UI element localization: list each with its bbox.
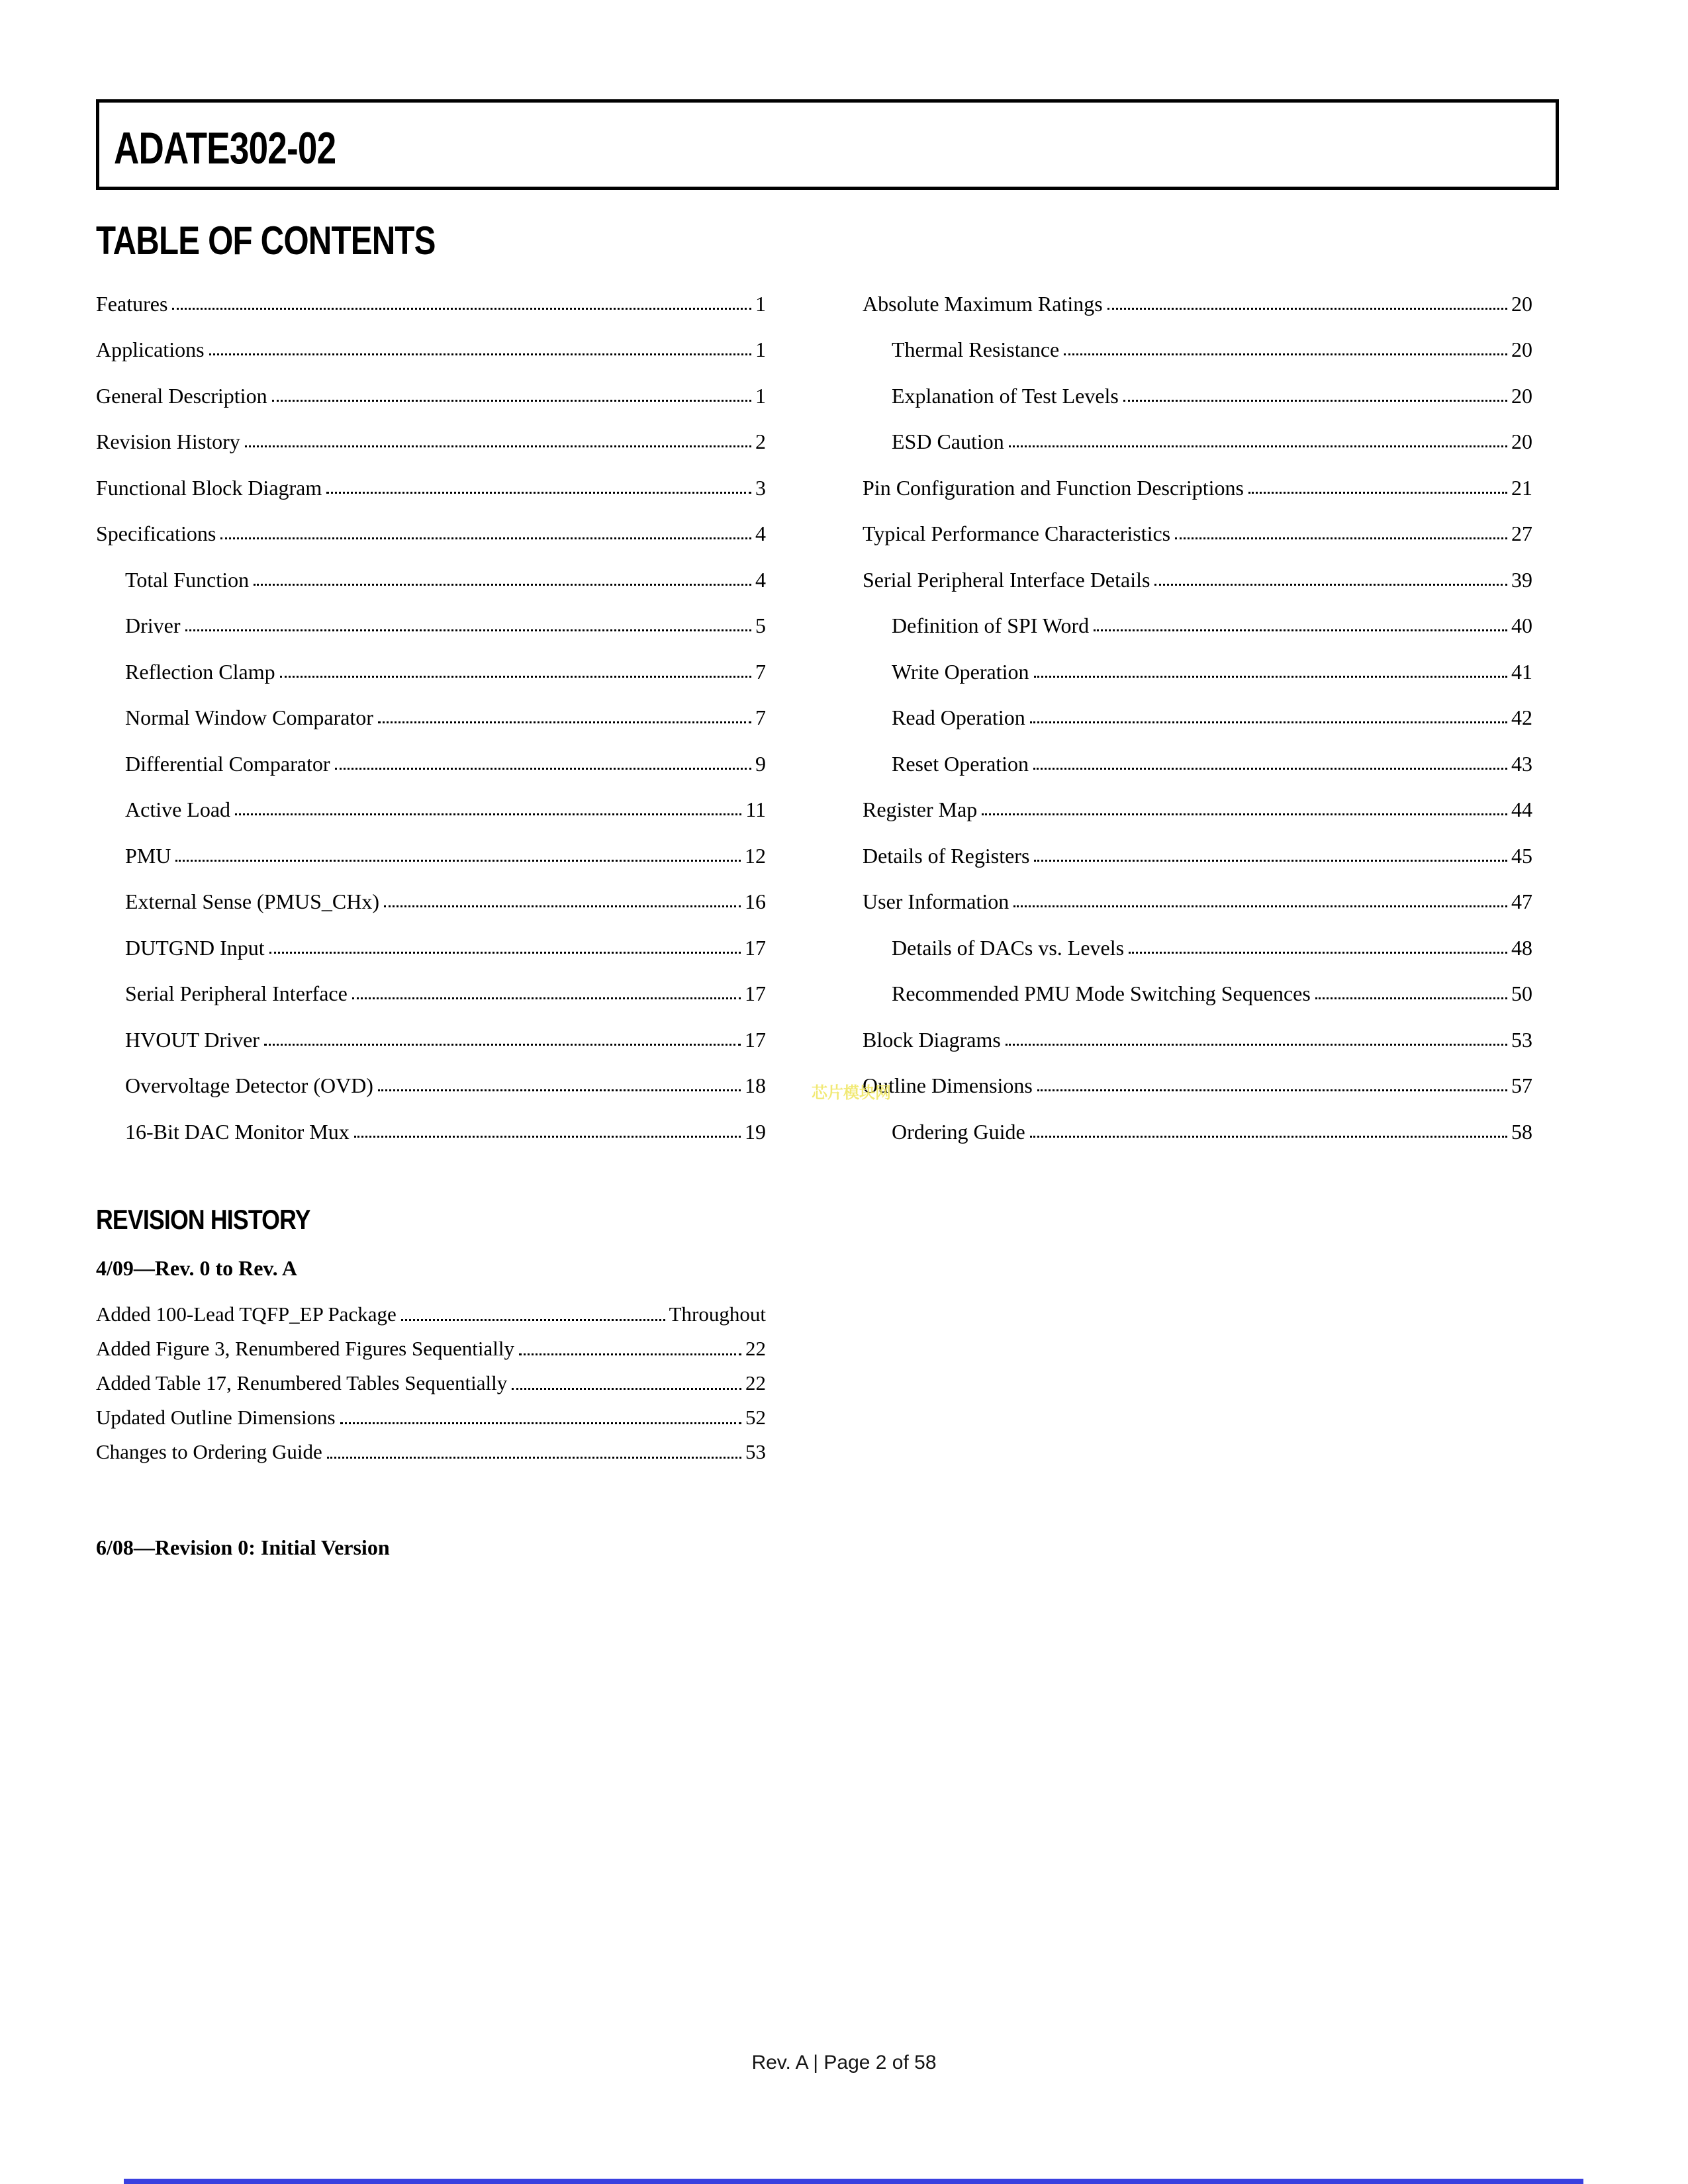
toc-entry-label: Reset Operation — [892, 751, 1029, 776]
dot-leader — [235, 813, 741, 815]
dot-leader — [378, 721, 751, 723]
toc-entry-page: 20 — [1511, 430, 1532, 453]
dot-leader — [354, 1136, 741, 1138]
toc-entry — [96, 316, 766, 363]
toc-entry-label: HVOUT Driver — [125, 1027, 259, 1052]
toc-entry-label: Added 100-Lead TQFP_EP Package — [96, 1302, 397, 1326]
toc-entry — [96, 500, 766, 547]
toc-entry — [96, 960, 766, 1007]
toc-entry — [96, 1430, 766, 1464]
toc-entry-page: 20 — [1511, 383, 1532, 408]
dot-leader — [352, 997, 741, 999]
toc-entry-page: 20 — [1511, 291, 1532, 316]
dot-leader — [254, 584, 751, 586]
dot-leader — [1123, 400, 1507, 402]
toc-entry-label: External Sense (PMUS_CHx) — [125, 889, 379, 913]
toc-entry-label: Active Load — [125, 797, 231, 821]
dot-leader — [1037, 1089, 1507, 1091]
toc-left-column — [96, 270, 766, 1144]
toc-entry-page: 7 — [755, 705, 766, 729]
toc-entry-label: Functional Block Diagram — [96, 475, 322, 500]
toc-entry-label: Explanation of Test Levels — [892, 383, 1119, 408]
toc-title: TABLE OF CONTENTS — [96, 218, 436, 263]
toc-entry-label: 16-Bit DAC Monitor Mux — [125, 1119, 350, 1144]
dot-leader — [335, 768, 751, 770]
dot-leader — [1315, 997, 1507, 999]
toc-entry — [96, 454, 766, 500]
toc-entry-page: 21 — [1511, 475, 1532, 500]
dot-leader — [264, 1044, 741, 1046]
toc-entry-page: 3 — [755, 475, 766, 500]
toc-entry-page: 43 — [1511, 751, 1532, 776]
dot-leader — [1107, 308, 1507, 310]
toc-entry-page: 42 — [1511, 705, 1532, 729]
dot-leader — [519, 1353, 741, 1355]
toc-entry — [96, 868, 766, 915]
toc-right-list — [863, 270, 1532, 1144]
dot-leader — [378, 1089, 741, 1091]
toc-entry — [96, 822, 766, 868]
toc-entry-label: Changes to Ordering Guide — [96, 1440, 322, 1463]
dot-leader — [401, 1319, 665, 1321]
toc-entry — [863, 960, 1532, 1007]
toc-entry-page: 22 — [745, 1371, 766, 1394]
dot-leader — [1034, 676, 1507, 678]
dot-leader — [1154, 584, 1507, 586]
toc-entry-label: DUTGND Input — [125, 935, 265, 960]
toc-entry — [96, 408, 766, 455]
toc-entry-label: Recommended PMU Mode Switching Sequences — [892, 981, 1311, 1005]
toc-entry-page: 4 — [755, 522, 766, 545]
toc-entry — [863, 592, 1532, 639]
toc-entry-page: 20 — [1511, 338, 1532, 361]
toc-entry-page: 48 — [1511, 935, 1532, 960]
dot-leader — [172, 308, 751, 310]
toc-entry-page: 50 — [1511, 981, 1532, 1005]
toc-entry — [96, 362, 766, 408]
toc-entry-page: 11 — [745, 797, 766, 821]
toc-entry-page: 39 — [1511, 567, 1532, 592]
toc-entry-page: 9 — [755, 751, 766, 776]
dot-leader — [1129, 952, 1507, 954]
toc-entry — [863, 868, 1532, 915]
toc-entry — [96, 914, 766, 960]
toc-entry-label: Updated Outline Dimensions — [96, 1406, 336, 1429]
dot-leader — [1009, 445, 1507, 447]
toc-entry — [863, 454, 1532, 500]
toc-entry — [863, 684, 1532, 731]
toc-right-column — [863, 270, 1532, 1144]
dot-leader — [220, 537, 751, 539]
toc-entry-page: 44 — [1511, 797, 1532, 821]
toc-entry — [96, 730, 766, 776]
dot-leader — [185, 629, 751, 631]
toc-entry — [863, 1052, 1532, 1099]
toc-entry-label: PMU — [125, 843, 171, 868]
toc-entry-page: 47 — [1511, 889, 1532, 913]
dot-leader — [1064, 353, 1507, 355]
revision-changes-list — [96, 1292, 766, 1464]
toc-entry-page: 53 — [745, 1440, 766, 1463]
dot-leader — [1013, 905, 1507, 907]
toc-entry-page: 1 — [755, 383, 766, 408]
toc-entry — [96, 1361, 766, 1395]
toc-entry-page: 58 — [1511, 1119, 1532, 1144]
toc-entry — [863, 316, 1532, 363]
site-watermark: 芯片模块网 — [812, 1084, 891, 1102]
toc-entry-page: 45 — [1511, 843, 1532, 868]
toc-entry-label: Applications — [96, 338, 205, 361]
page-footer: Rev. A | Page 2 of 58 — [751, 2052, 937, 2073]
toc-entry-page: 57 — [1511, 1073, 1532, 1097]
toc-entry-page: 16 — [745, 889, 766, 913]
toc-entry — [96, 1052, 766, 1099]
toc-entry-label: Outline Dimensions — [863, 1073, 1033, 1097]
toc-entry-label: Ordering Guide — [892, 1119, 1025, 1144]
dot-leader — [1094, 629, 1507, 631]
toc-entry-page: 22 — [745, 1337, 766, 1360]
toc-entry-page: 7 — [755, 659, 766, 684]
dot-leader — [1030, 1136, 1507, 1138]
toc-entry-page: 19 — [745, 1119, 766, 1144]
toc-entry-label: Typical Performance Characteristics — [863, 522, 1171, 545]
toc-entry-page: 5 — [755, 614, 766, 637]
toc-entry-page: 18 — [745, 1073, 766, 1097]
toc-entry-label: Added Figure 3, Renumbered Figures Sequentially — [96, 1337, 514, 1360]
toc-entry — [96, 776, 766, 823]
toc-entry-label: Reflection Clamp — [125, 659, 275, 684]
toc-entry-label: Absolute Maximum Ratings — [863, 291, 1103, 316]
toc-entry-label: Driver — [125, 614, 181, 637]
revision-history-title: REVISION HISTORY — [96, 1204, 310, 1235]
dot-leader — [326, 492, 751, 494]
toc-entry-label: Total Function — [125, 567, 250, 592]
toc-entry — [863, 362, 1532, 408]
toc-left-list — [96, 270, 766, 1144]
part-number-title: ADATE302-02 — [114, 123, 336, 173]
toc-entry-page: 52 — [745, 1406, 766, 1429]
dot-leader — [1248, 492, 1507, 494]
toc-entry — [863, 822, 1532, 868]
toc-entry — [863, 408, 1532, 455]
revision-a-heading: 4/09—Rev. 0 to Rev. A — [96, 1256, 297, 1280]
toc-entry-label: Added Table 17, Renumbered Tables Sequentially — [96, 1371, 508, 1394]
toc-entry-page: 12 — [745, 843, 766, 868]
toc-entry — [863, 500, 1532, 547]
toc-entry-label: Details of DACs vs. Levels — [892, 935, 1125, 960]
toc-entry — [863, 1098, 1532, 1144]
toc-entry — [96, 1326, 766, 1361]
toc-entry-label: Register Map — [863, 797, 978, 821]
toc-entry-label: Specifications — [96, 522, 216, 545]
toc-entry-page: 4 — [755, 567, 766, 592]
toc-entry-label: Block Diagrams — [863, 1027, 1001, 1052]
bottom-bar — [124, 2179, 1583, 2184]
toc-entry-page: 53 — [1511, 1027, 1532, 1052]
toc-entry — [96, 546, 766, 592]
toc-entry-label: Thermal Resistance — [892, 338, 1060, 361]
revision-0-heading: 6/08—Revision 0: Initial Version — [96, 1535, 390, 1559]
toc-entry — [863, 638, 1532, 684]
toc-entry-page: 1 — [755, 291, 766, 316]
toc-entry — [96, 684, 766, 731]
dot-leader — [272, 400, 751, 402]
toc-entry-page: 2 — [755, 430, 766, 453]
dot-leader — [1030, 721, 1507, 723]
dot-leader — [982, 813, 1507, 815]
toc-entry-label: Write Operation — [892, 659, 1029, 684]
toc-entry-label: Features — [96, 291, 168, 316]
toc-entry-label: Pin Configuration and Function Descriptions — [863, 475, 1244, 500]
dot-leader — [1175, 537, 1507, 539]
toc-entry — [96, 1292, 766, 1326]
toc-entry-label: Overvoltage Detector (OVD) — [125, 1073, 373, 1097]
dot-leader — [512, 1388, 741, 1390]
revision-changes — [96, 1292, 766, 1464]
dot-leader — [245, 445, 751, 447]
toc-entry-label: Serial Peripheral Interface Details — [863, 567, 1150, 592]
dot-leader — [1033, 768, 1507, 770]
header-box — [96, 99, 1559, 190]
dot-leader — [175, 860, 741, 862]
toc-entry-label: Differential Comparator — [125, 751, 330, 776]
toc-entry — [863, 730, 1532, 776]
toc-entry-page: 17 — [745, 981, 766, 1005]
toc-entry-page: 41 — [1511, 659, 1532, 684]
toc-entry-label: Read Operation — [892, 705, 1025, 729]
toc-entry — [96, 1006, 766, 1052]
toc-entry — [863, 546, 1532, 592]
toc-entry-page: 40 — [1511, 614, 1532, 637]
toc-entry — [96, 1098, 766, 1144]
dot-leader — [1034, 860, 1507, 862]
toc-entry — [96, 270, 766, 316]
toc-entry — [863, 776, 1532, 823]
toc-entry-label: Serial Peripheral Interface — [125, 981, 348, 1005]
toc-entry-label: Definition of SPI Word — [892, 614, 1090, 637]
toc-entry — [863, 914, 1532, 960]
toc-entry-page: 17 — [745, 935, 766, 960]
toc-entry-page: 17 — [745, 1027, 766, 1052]
toc-entry-label: Revision History — [96, 430, 240, 453]
toc-entry-label: General Description — [96, 383, 267, 408]
toc-entry-label: Details of Registers — [863, 843, 1030, 868]
toc-entry-label: ESD Caution — [892, 430, 1004, 453]
dot-leader — [269, 952, 741, 954]
dot-leader — [280, 676, 751, 678]
toc-entry-page: 27 — [1511, 522, 1532, 545]
dot-leader — [384, 905, 741, 907]
toc-entry — [863, 1006, 1532, 1052]
dot-leader — [340, 1422, 741, 1424]
dot-leader — [1006, 1044, 1507, 1046]
toc-entry-label: User Information — [863, 889, 1009, 913]
toc-entry-label: Normal Window Comparator — [125, 705, 373, 729]
dot-leader — [327, 1457, 741, 1459]
toc-entry-page: 1 — [755, 338, 766, 361]
toc-entry — [96, 1395, 766, 1430]
toc-entry — [96, 638, 766, 684]
toc-entry — [96, 592, 766, 639]
dot-leader — [209, 353, 751, 355]
toc-entry-page: Throughout — [669, 1302, 766, 1326]
toc-entry — [863, 270, 1532, 316]
